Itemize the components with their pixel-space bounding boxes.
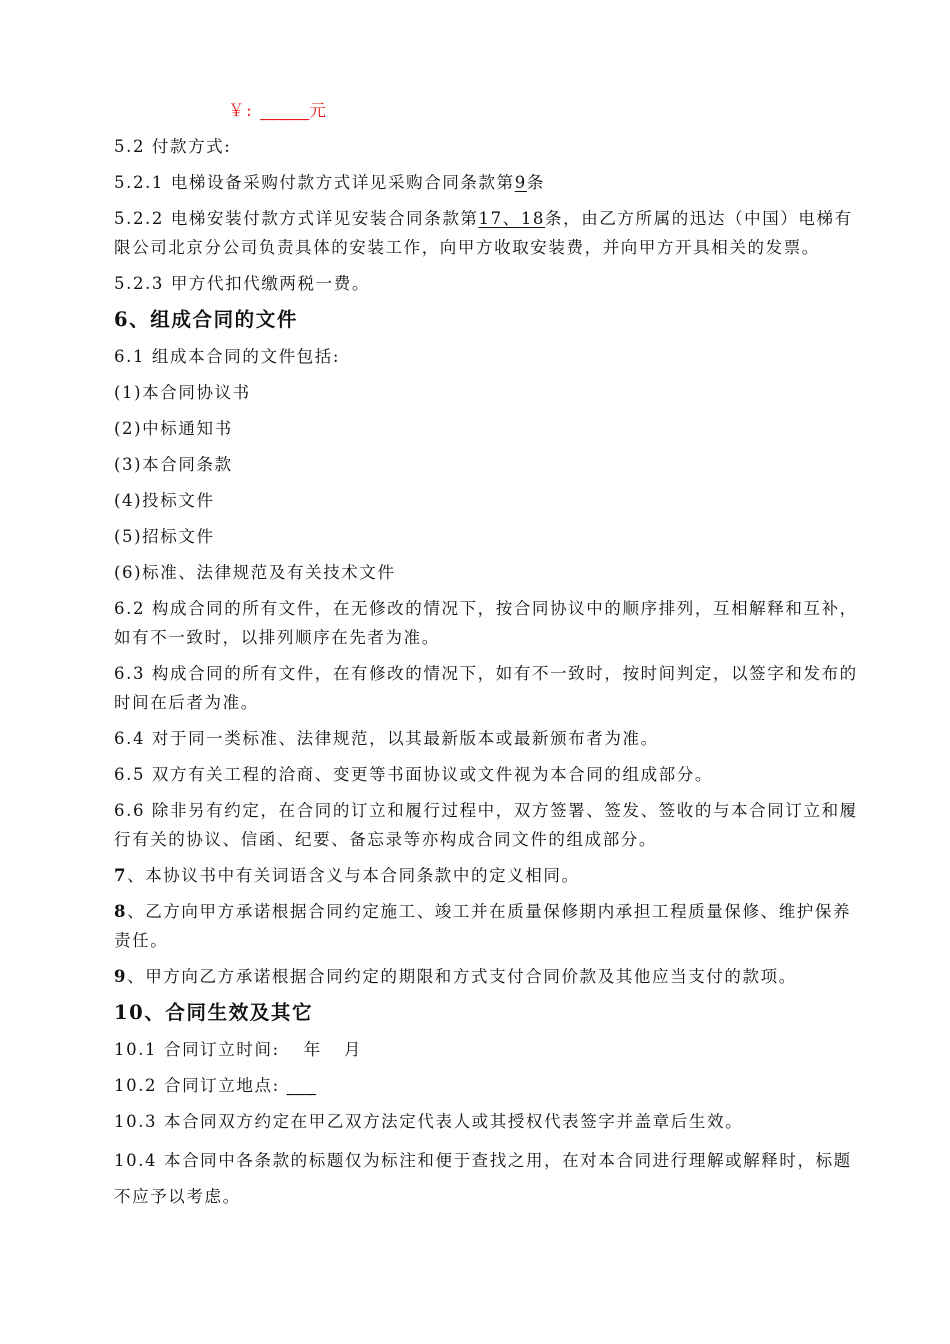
year-label: 年	[303, 1040, 322, 1059]
doc-list-item: (4)投标文件	[114, 491, 215, 510]
doc-list-item: (3)本合同条款	[114, 455, 233, 474]
section-6-intro: 6.1 组成本合同的文件包括:	[114, 347, 341, 366]
article-number: 9	[514, 173, 527, 192]
payment-item-1: 5.2.1 电梯设备采购付款方式详见采购合同条款第9条	[114, 173, 545, 192]
clause-9: 9、甲方向乙方承诺根据合同约定的期限和方式支付合同价款及其他应当支付的款项。	[114, 967, 797, 986]
amount-blank: _____	[260, 101, 310, 120]
doc-list-item: (2)中标通知书	[114, 419, 233, 438]
paragraph-6-2: 6.2 构成合同的所有文件，在无修改的情况下，按合同协议中的顺序排列，互相解释和互补，如有不一致时，以排列顺序在先者为准。	[114, 599, 858, 647]
doc-list-item: (6)标准、法律规范及有关技术文件	[114, 563, 396, 582]
doc-list-item: (5)招标文件	[114, 527, 215, 546]
article-numbers: 17、18	[478, 209, 546, 228]
section-10-title: 10、合同生效及其它	[114, 1001, 314, 1024]
currency-unit: 元	[309, 101, 328, 120]
document-body	[114, 96, 858, 1215]
paragraph-6-6: 6.6 除非另有约定，在合同的订立和履行过程中，双方签署、签发、签收的与本合同订立和履行有关的协议、信函、纪要、备忘录等亦构成合同文件的组成部分。	[114, 801, 858, 849]
paragraph-10-2: 10.2 合同订立地点: ___	[114, 1071, 858, 1100]
paragraph-6-5: 6.5 双方有关工程的洽商、变更等书面协议或文件视为本合同的组成部分。	[114, 765, 713, 784]
clause-7: 7、本协议书中有关词语含义与本合同条款中的定义相同。	[114, 866, 580, 885]
payment-heading: 5.2 付款方式:	[114, 137, 232, 156]
paragraph-10-3: 10.3 本合同双方约定在甲乙双方法定代表人或其授权代表签字并盖章后生效。	[114, 1112, 744, 1131]
paragraph-6-4: 6.4 对于同一类标准、法律规范，以其最新版本或最新颁布者为准。	[114, 729, 659, 748]
currency-symbol: ￥:	[228, 101, 254, 120]
paragraph-10-4: 10.4 本合同中各条款的标题仅为标注和便于查找之用，在对本合同进行理解或解释时，标题不应予以考虑。	[114, 1151, 852, 1206]
clause-8: 8、乙方向甲方承诺根据合同约定施工、竣工并在质量保修期内承担工程质量保修、维护保养责任。	[114, 902, 852, 950]
doc-list-item: (1)本合同协议书	[114, 383, 251, 402]
payment-item-2: 5.2.2 电梯安装付款方式详见安装合同条款第17、18条，由乙方所属的迅达（中国）电梯有限公司北京分公司负责具体的安装工作，向甲方收取安装费，并向甲方开具相关的发票。	[114, 209, 853, 257]
currency-line	[114, 96, 858, 125]
payment-item-3: 5.2.3 甲方代扣代缴两税一费。	[114, 274, 370, 293]
paragraph-6-3: 6.3 构成合同的所有文件，在有修改的情况下，如有不一致时，按时间判定，以签字和发布的时间在后者为准。	[114, 664, 858, 712]
section-6-title: 6、组成合同的文件	[114, 308, 298, 331]
month-label: 月	[343, 1040, 362, 1059]
place-blank: ___	[286, 1076, 317, 1095]
paragraph-10-1: 10.1 合同订立时间: 年 月	[114, 1040, 362, 1059]
